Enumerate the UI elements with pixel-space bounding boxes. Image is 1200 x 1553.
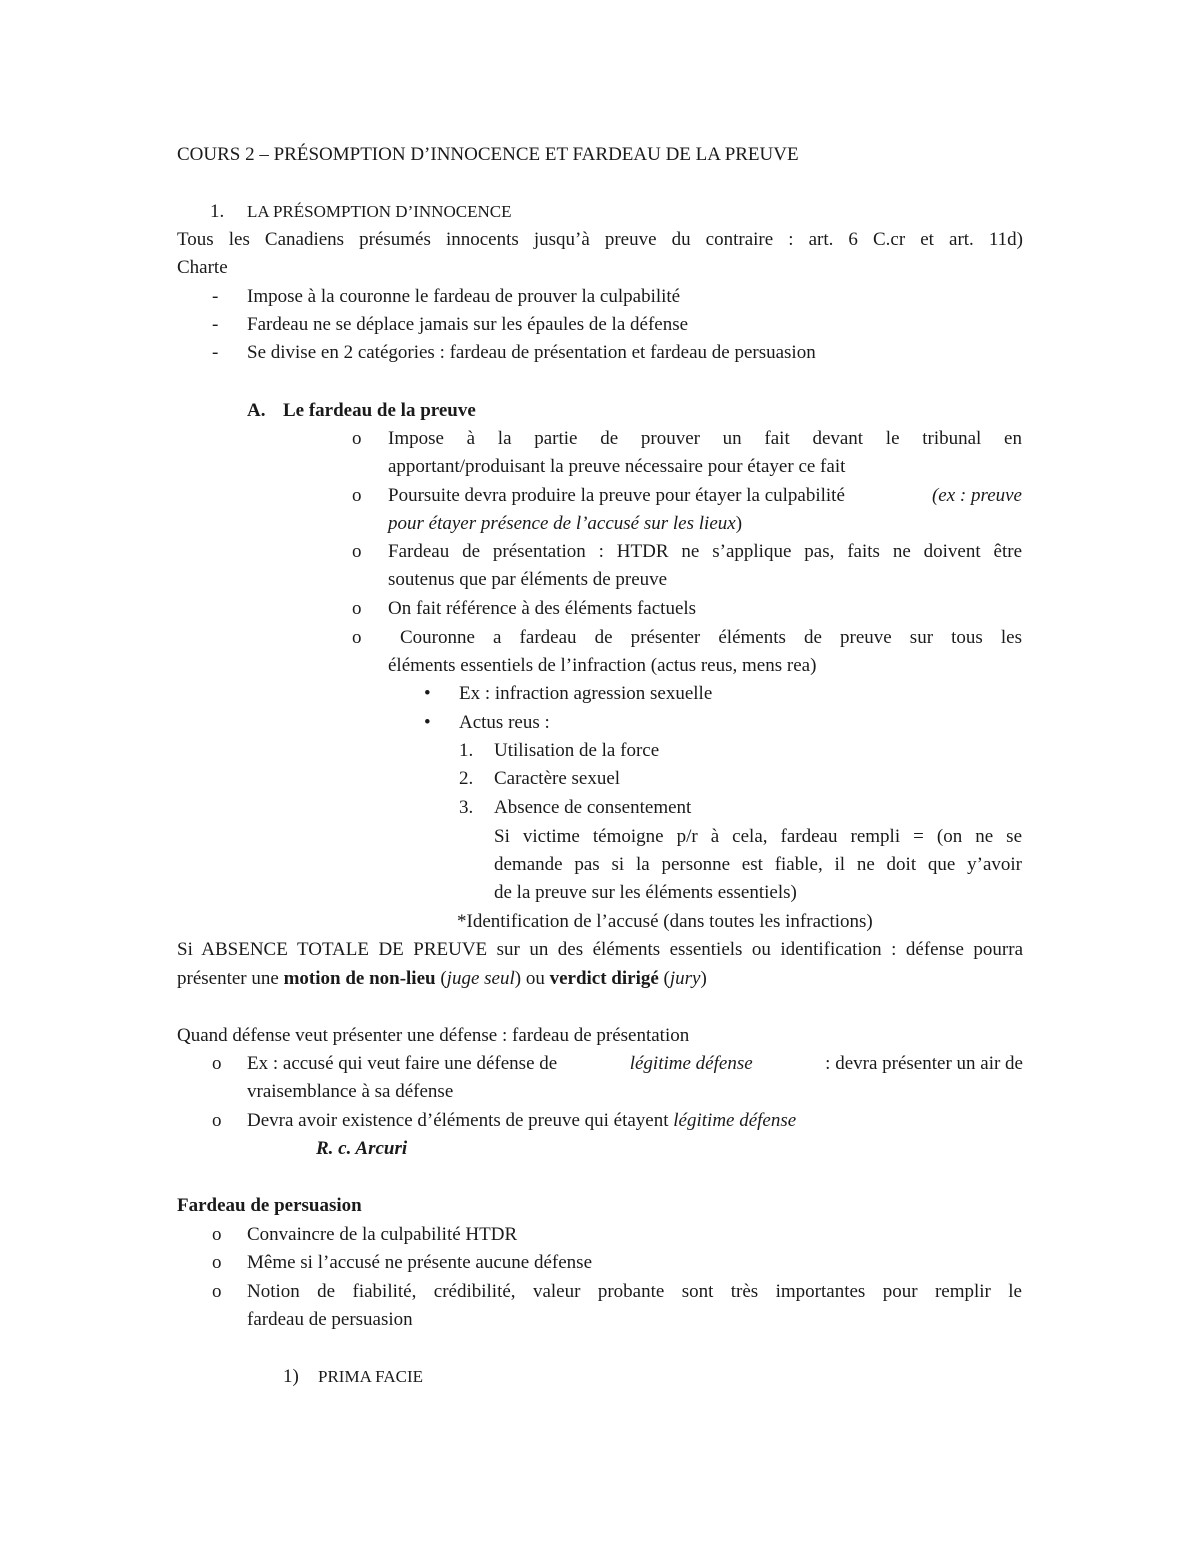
intro-line: Tous les Canadiens présumés innocents jusqu’à preuve du contraire : art. 6 C.cr et art. 11d) [177, 229, 1023, 250]
text-run: légitime défense [673, 1110, 797, 1131]
circle-bullet: o [352, 428, 362, 449]
list-item: éléments essentiels de l’infraction (actus reus, mens rea) [388, 655, 817, 676]
list-item: On fait référence à des éléments factuels [388, 598, 697, 619]
subsection-letter: A. [247, 400, 266, 421]
dash-item: Fardeau ne se déplace jamais sur les épaules de la défense [247, 314, 689, 335]
numbered-item: Absence de consentement [494, 797, 692, 818]
text-run: juge seul [446, 968, 515, 989]
dash-item: Se divise en 2 catégories : fardeau de présentation et fardeau de persuasion [247, 342, 816, 363]
text-run: ) [700, 968, 707, 989]
circle-bullet: o [352, 541, 362, 562]
circle-bullet: o [212, 1110, 222, 1131]
list-item: Couronne a fardeau de présenter éléments de preuve sur tous les [400, 627, 1022, 648]
numbered-marker: 3. [459, 797, 474, 818]
subsection-heading: Le fardeau de la preuve [283, 400, 476, 421]
section-heading: PRIMA FACIE [318, 1367, 424, 1386]
list-item-text: Poursuite devra produire la preuve pour étayer la culpabilité [388, 485, 845, 506]
list-item: vraisemblance à sa défense [247, 1081, 454, 1102]
circle-bullet: o [352, 598, 362, 619]
list-item: Même si l’accusé ne présente aucune défense [247, 1252, 592, 1273]
numbered-item: Caractère sexuel [494, 768, 621, 789]
list-item: Convaincre de la culpabilité HTDR [247, 1224, 518, 1245]
paragraph-line: Si ABSENCE TOTALE DE PREUVE sur un des éléments essentiels ou identification : défense pourra [177, 939, 1023, 960]
paragraph-line: Quand défense veut présenter une défense : fardeau de présentation [177, 1025, 690, 1046]
circle-bullet: o [212, 1224, 222, 1245]
list-item: Ex : infraction agression sexuelle [459, 683, 713, 704]
dash-marker: - [212, 314, 219, 335]
text-run: présenter une [177, 968, 284, 989]
circle-bullet: o [212, 1053, 222, 1074]
paren: ) [735, 513, 743, 534]
text-run: ( [435, 968, 447, 989]
numbered-item: Utilisation de la force [494, 740, 660, 761]
list-item: soutenus que par éléments de preuve [388, 569, 668, 590]
list-item: Actus reus : [459, 712, 550, 733]
list-item: Notion de fiabilité, crédibilité, valeur probante sont très importantes pour remplir le [247, 1281, 1022, 1302]
list-item: Impose à la partie de prouver un fait devant le tribunal en [388, 428, 1022, 449]
list-item [247, 1050, 1023, 1078]
section-number: 1) [283, 1366, 299, 1387]
text-run: légitime défense [629, 1053, 753, 1074]
section-number: 1. [210, 201, 225, 222]
text-run: ) ou [514, 968, 550, 989]
case-citation: R. c. Arcuri [316, 1138, 408, 1159]
list-item: demande pas si la personne est fiable, il ne doit que y’avoir [494, 854, 1022, 875]
bullet-dot: • [424, 683, 431, 704]
numbered-marker: 2. [459, 768, 474, 789]
numbered-marker: 1. [459, 740, 474, 761]
circle-bullet: o [212, 1252, 222, 1273]
list-item-example: pour étayer présence de l’accusé sur les lieux [388, 513, 736, 534]
dash-item: Impose à la couronne le fardeau de prouver la culpabilité [247, 286, 681, 307]
term-motion-non-lieu: motion de non-lieu [283, 968, 436, 989]
dash-marker: - [212, 342, 219, 363]
dash-marker: - [212, 286, 219, 307]
list-item: apportant/produisant la preuve nécessaire pour étayer ce fait [388, 456, 846, 477]
identification-note: *Identification de l’accusé (dans toutes les infractions) [457, 911, 873, 932]
list-item-example: (ex : preuve [931, 485, 1022, 506]
term-verdict-dirige: verdict dirigé [549, 968, 659, 989]
text-run: jury [669, 968, 701, 989]
paragraph-line [177, 965, 707, 993]
document-title: COURS 2 – PRÉSOMPTION D’INNOCENCE ET FARDEAU DE LA PREUVE [177, 144, 799, 165]
list-item: Fardeau de présentation : HTDR ne s’applique pas, faits ne doivent être [388, 541, 1022, 562]
text-run: Ex : accusé qui veut faire une défense de [247, 1053, 558, 1074]
section-heading: Fardeau de persuasion [177, 1195, 362, 1216]
text-run: ( [658, 968, 670, 989]
text-run: : devra présenter un air de [825, 1053, 1023, 1074]
list-item [388, 510, 742, 538]
intro-line: Charte [177, 257, 228, 278]
text-run: Devra avoir existence d’éléments de preuve qui étayent [247, 1110, 674, 1131]
circle-bullet: o [352, 627, 362, 648]
list-item [247, 1107, 796, 1135]
list-item: Si victime témoigne p/r à cela, fardeau rempli = (on ne se [494, 826, 1022, 847]
list-item [388, 482, 1022, 510]
circle-bullet: o [352, 485, 362, 506]
list-item: fardeau de persuasion [247, 1309, 413, 1330]
section-heading: LA PRÉSOMPTION D’INNOCENCE [247, 202, 512, 221]
circle-bullet: o [212, 1281, 222, 1302]
list-item: de la preuve sur les éléments essentiels) [494, 882, 797, 903]
bullet-dot: • [424, 712, 431, 733]
